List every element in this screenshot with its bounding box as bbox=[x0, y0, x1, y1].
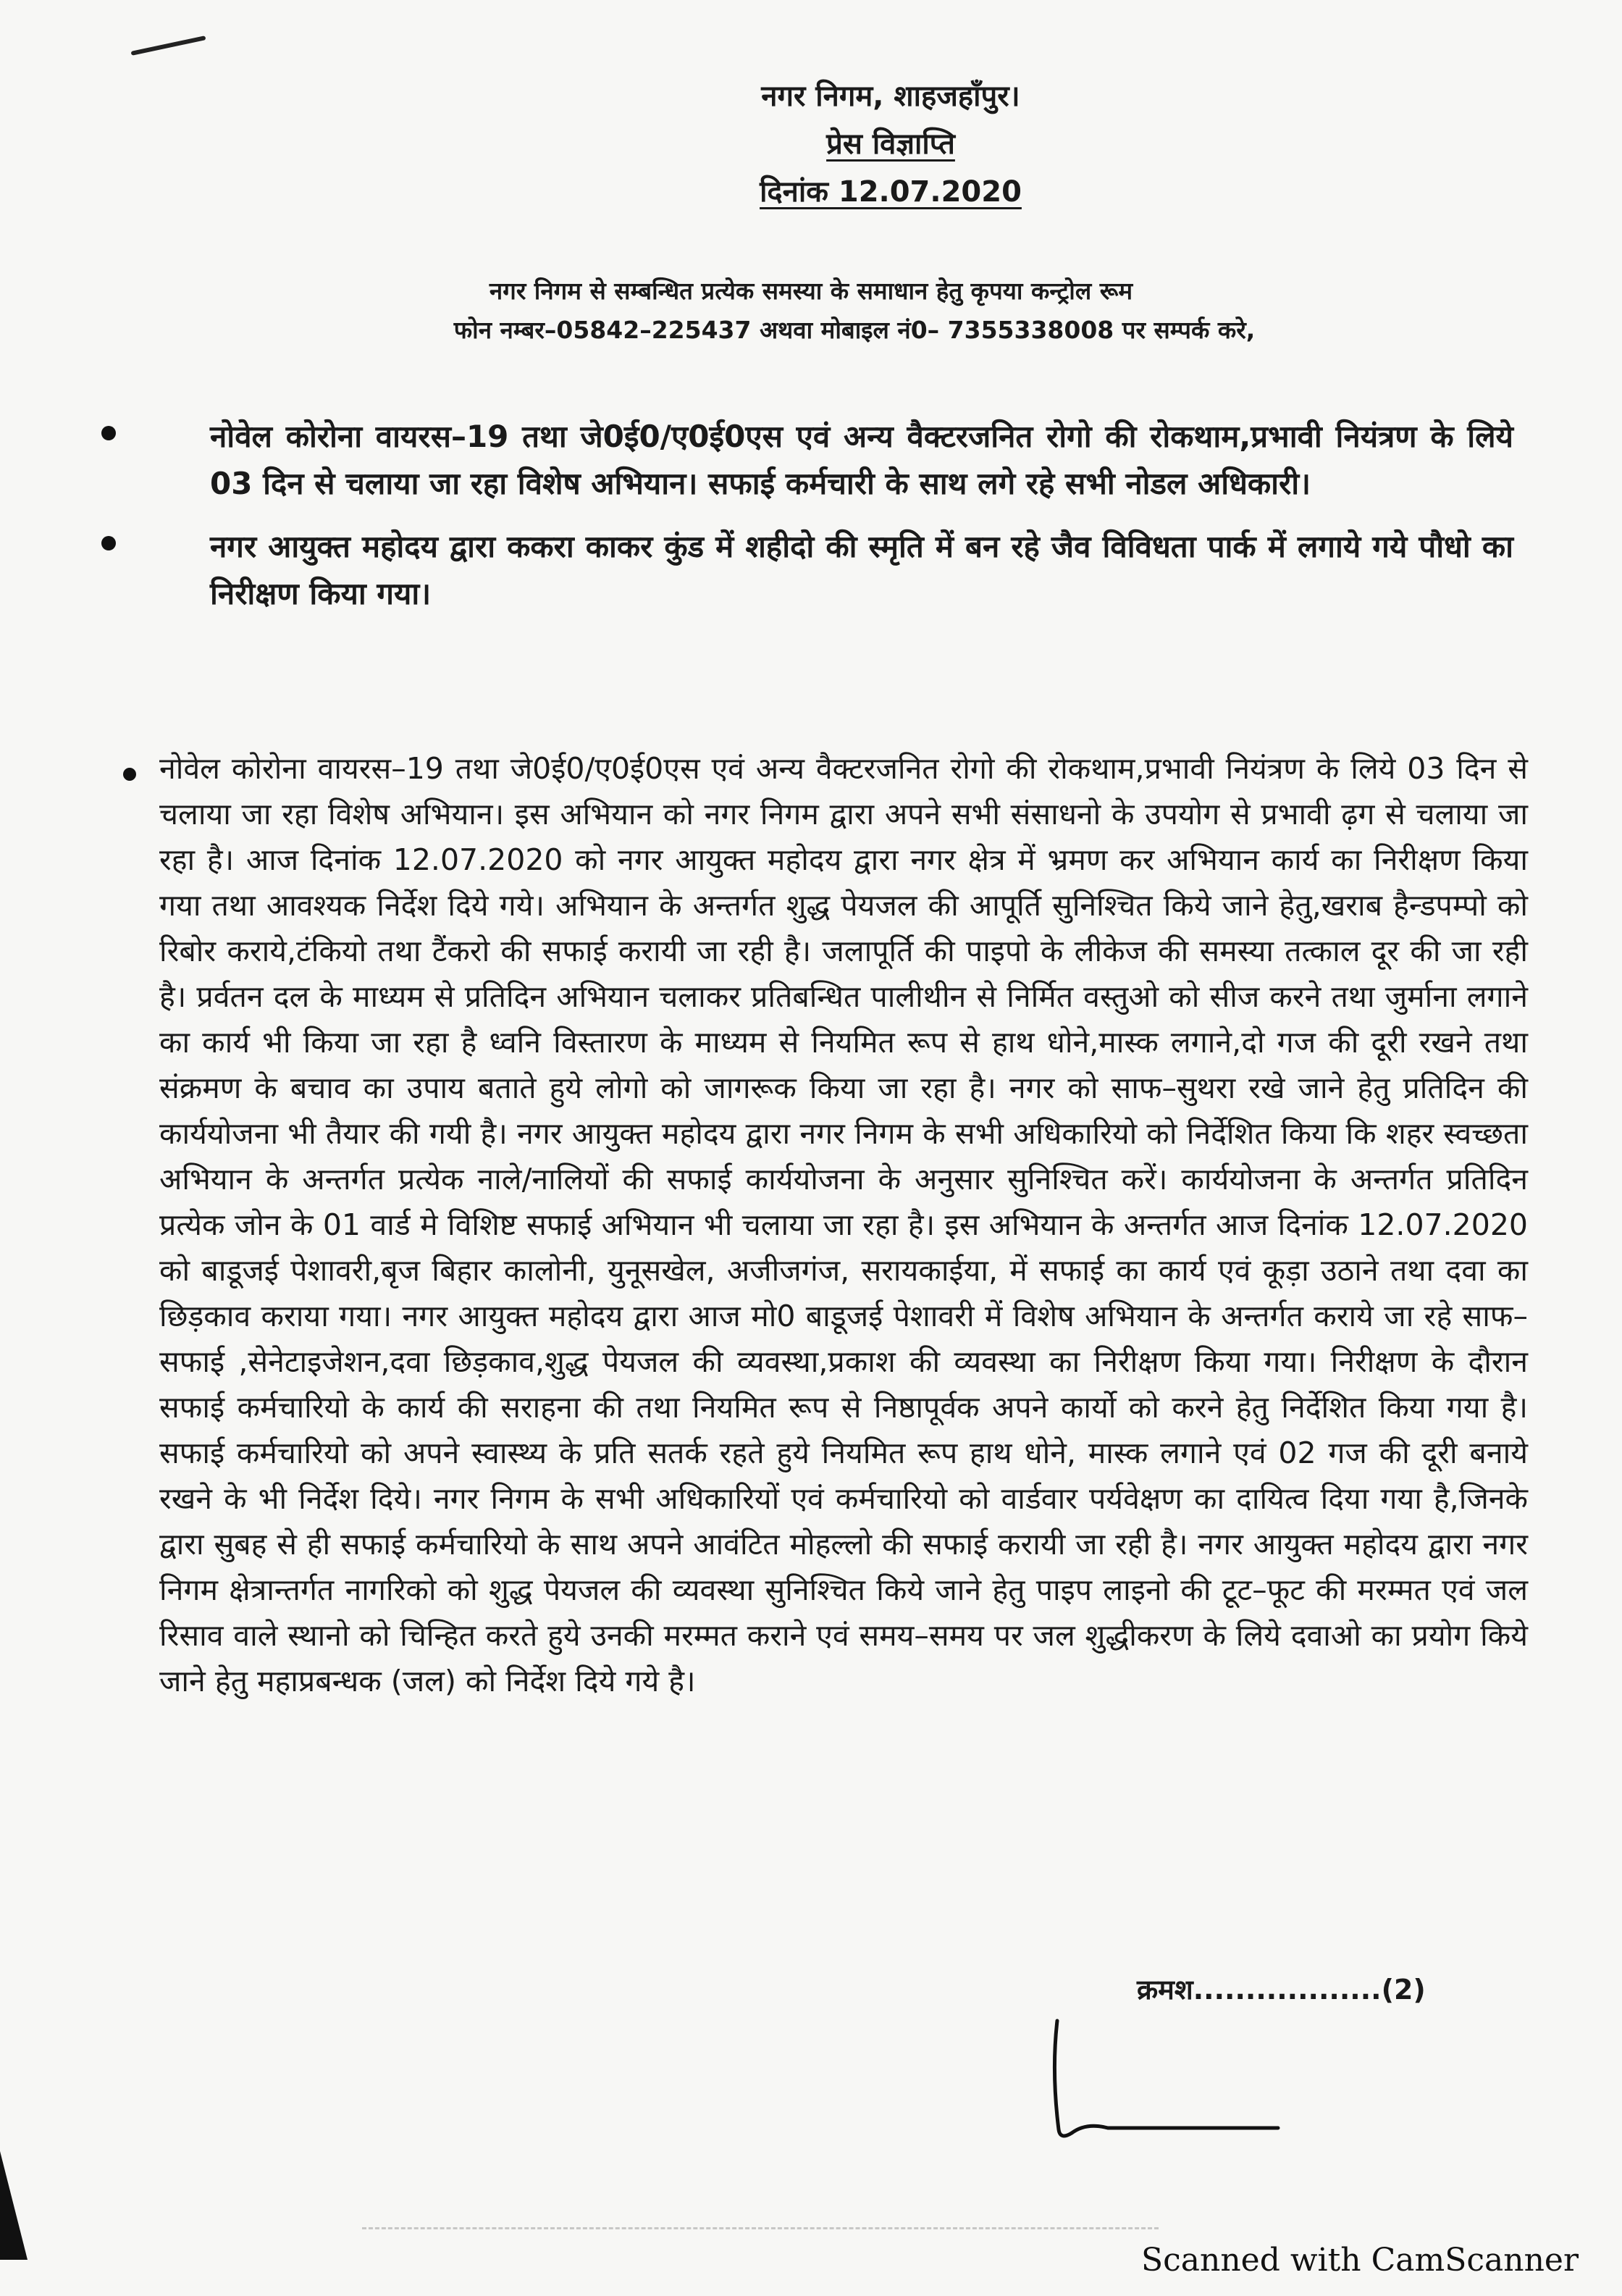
scan-artifact-line bbox=[362, 2227, 1159, 2231]
contact-info bbox=[0, 272, 1622, 350]
body-paragraph bbox=[116, 746, 1528, 1704]
contact-line-1: नगर निगम से सम्बन्धित प्रत्येक समस्या के समाधान हेतु कृपया कन्ट्रोल रूम bbox=[489, 277, 1133, 305]
highlights-list bbox=[101, 413, 1513, 633]
continuation-marker: क्रमश..................(2) bbox=[1137, 1974, 1426, 2006]
highlight-text: नगर आयुक्त महोदय द्वारा ककरा काकर कुंड में शहीदो की स्मृति में बन रहे जैव विविधता पार्क में लगाये गये पौधो का निरीक्षण किया गया। bbox=[210, 529, 1513, 611]
pen-mark bbox=[131, 35, 206, 56]
bullet-icon bbox=[101, 536, 116, 550]
contact-line-2: फोन नम्बर–05842–225437 अथवा मोबाइल नं0– 7355338008 पर सम्पर्क करे, bbox=[453, 316, 1256, 344]
highlight-item bbox=[101, 523, 1513, 617]
highlight-item bbox=[101, 413, 1513, 507]
organization-name: नगर निगम, शाहजहाँपुर। bbox=[761, 80, 1020, 113]
press-release-title bbox=[159, 124, 1622, 172]
release-date bbox=[159, 172, 1622, 219]
document-header bbox=[0, 76, 1622, 219]
press-release-label: प्रेस विज्ञाप्ति bbox=[826, 127, 955, 161]
bullet-icon bbox=[101, 426, 116, 440]
signature-mark bbox=[1043, 2006, 1282, 2151]
highlight-text: नोवेल कोरोना वायरस–19 तथा जे0ई0/ए0ई0एस एवं अन्य वैक्टरजनित रोगो की रोकथाम,प्रभावी नियंत्रण के लिये 03 दिन से चलाया जा रहा विशेष अभियान। सफाई कर्मचारी के साथ लगे रहे सभी नोडल अधिकारी। bbox=[210, 419, 1513, 501]
body-text: नोवेल कोरोना वायरस–19 तथा जे0ई0/ए0ई0एस एवं अन्य वैक्टरजनित रोगो की रोकथाम,प्रभावी नियंत्रण के लिये 03 दिन से चलाया जा रहा विशेष अभियान। इस अभियान को नगर निगम द्वारा अपने सभी संसाधनो के उपयोग से प्रभावी ढ़ग से चलाया जा रहा है। आज दिनांक 12.07.2020 को नगर आयुक्त महोदय द्वारा नगर क्षेत्र में भ्रमण कर अभियान कार्य का निरीक्षण किया गया तथा आवश्यक निर्देश दिये गये। अभियान के अन्तर्गत शुद्ध पेयजल की आपूर्ति सुनिश्चित किये जाने हेतु,खराब हैन्डपम्पो को रिबोर कराये,टंकियो तथा टैंकरो की सफाई करायी जा रही है। जलापूर्ति की पाइपो के लीकेज की समस्या तत्काल दूर की जा रही है। प्रर्वतन दल के माध्यम से प्रतिदिन अभियान चलाकर प्रतिबन्धित पालीथीन से निर्मित वस्तुओ को सीज करने तथा जुर्माना लगाने का कार्य भी किया जा रहा है ध्वनि विस्तारण के माध्यम से नियमित रूप से हाथ धोने,मास्क लगाने,दो गज की दूरी रखने तथा संक्रमण के बचाव का उपाय बताते हुये लोगो को जागरूक किया जा रहा है। नगर को साफ–सुथरा रखे जाने हेतु प्रतिदिन की कार्ययोजना भी तैयार की गयी है। नगर आयुक्त महोदय द्वारा नगर निगम के सभी अधिकारियो को निर्देशित किया कि शहर स्वच्छता अभियान के अन्तर्गत प्रत्येक नाले/नालियों की सफाई कार्ययोजना के अनुसार सुनिश्चित करें। कार्ययोजना के अन्तर्गत प्रतिदिन प्रत्येक जोन के 01 वार्ड मे विशिष्ट सफाई अभियान भी चलाया जा रहा है। इस अभियान के अन्तर्गत आज दिनांक 12.07.2020 को बाडूजई पेशावरी,बृज बिहार कालोनी, युनूसखेल, अजीजगंज, सरायकाईया, में सफाई का कार्य एवं कूड़ा उठाने तथा दवा का छिड़काव कराया गया। नगर आयुक्त महोदय द्वारा आज मो0 बाडूजई पेशावरी में विशेष अभियान के अन्तर्गत कराये जा रहे साफ–सफाई ,सेनेटाइजेशन,दवा छिड़काव,शुद्ध पेयजल की व्यवस्था,प्रकाश की व्यवस्था का निरीक्षण किया गया। निरीक्षण के दौरान सफाई कर्मचारियो के कार्य की सराहना की तथा नियमित रूप से निष्ठापूर्वक अपने कार्यो को करने हेतु निर्देशित किया गया है। सफाई कर्मचारियो को अपने स्वास्थ्य के प्रति सतर्क रहते हुये नियमित रूप हाथ धोने, मास्क लगाने एवं 02 गज की दूरी बनाये रखने के भी निर्देश दिये। नगर निगम के सभी अधिकारियों एवं कर्मचारियो को वार्डवार पर्यवेक्षण का दायित्व दिया गया है,जिनके द्वारा सुबह से ही सफाई कर्मचारियो के साथ अपने आवंटित मोहल्लो की सफाई करायी जा रही है। नगर आयुक्त महोदय द्वारा नगर निगम क्षेत्रान्तर्गत नागरिको को शुद्ध पेयजल की व्यवस्था सुनिश्चित किये जाने हेतु पाइप लाइनो की टूट–फूट की मरम्मत एवं जल रिसाव वाले स्थानो को चिन्हित करते हुये उनकी मरम्मत कराने एवं समय–समय पर जल शुद्धीकरण के लिये दवाओ का प्रयोग किये जाने हेतु महाप्रबन्धक (जल) को निर्देश दिये गये है। bbox=[159, 751, 1528, 1698]
scan-edge-mark bbox=[0, 2151, 28, 2260]
camscanner-watermark: Scanned with CamScanner bbox=[1140, 2242, 1579, 2279]
bullet-icon bbox=[123, 768, 136, 781]
release-date-label: दिनांक 12.07.2020 bbox=[760, 175, 1022, 209]
